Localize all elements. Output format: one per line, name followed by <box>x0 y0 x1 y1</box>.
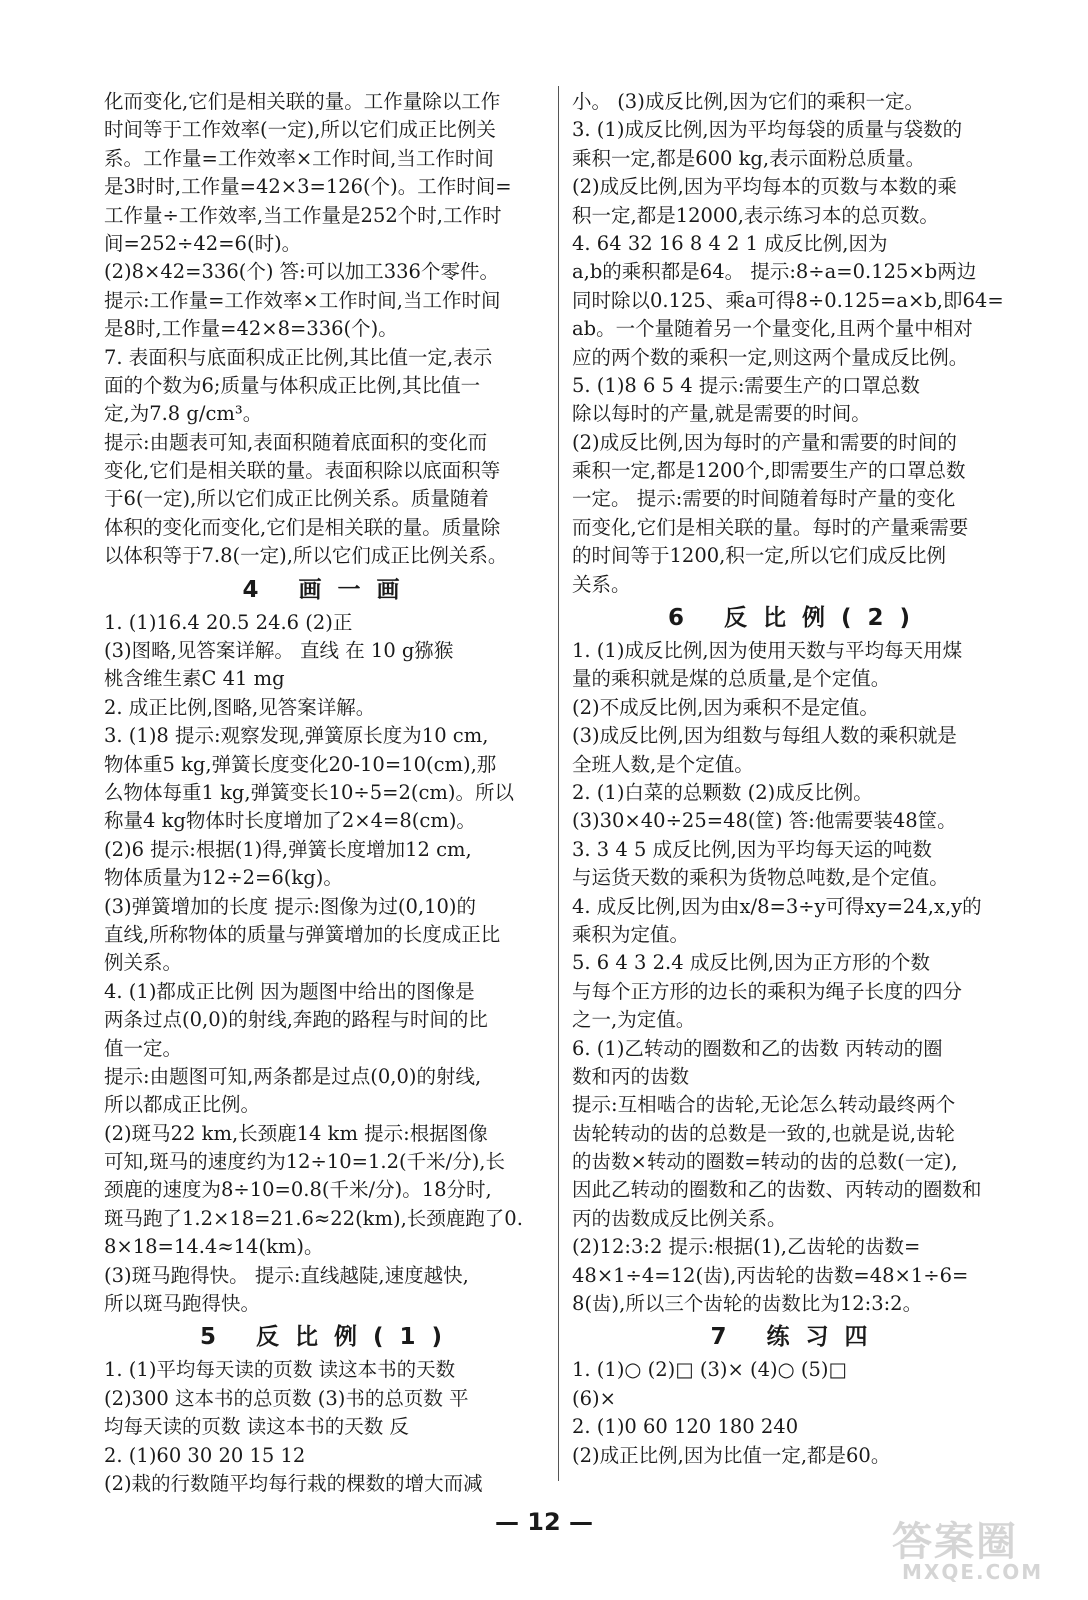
text-line: 积一定,都是12000,表示练习本的总页数。 <box>572 203 939 227</box>
text-line: 变化,它们是相关联的量。表面积除以底面积等 <box>104 459 501 483</box>
text-line: 化而变化,它们是相关联的量。工作量除以工作 <box>104 90 501 113</box>
text-line: 工作量÷工作效率,当工作量是252个时,工作时 <box>104 203 502 227</box>
text-line: 乘积一定,都是600 kg,表示面粉总质量。 <box>572 146 926 170</box>
text-line: 同时除以0.125、乘a可得8÷0.125=a×b,即64= <box>572 288 1004 312</box>
text-line: 颈鹿的速度为8÷10=0.8(千米/分)。18分时, <box>104 1178 492 1202</box>
text-line: 提示:互相啮合的齿轮,无论怎么转动最终两个 <box>572 1093 956 1117</box>
text-line: 是8时,工作量=42×8=336(个)。 <box>104 317 398 341</box>
left-block-b <box>104 609 554 1319</box>
section-heading-7: 7 练习四 <box>710 1324 884 1351</box>
text-line: 丙的齿数成反比例关系。 <box>572 1206 787 1230</box>
text-line: 间=252÷42=6(时)。 <box>104 231 302 255</box>
left-block-c <box>104 1356 554 1498</box>
text-line: (2)8×42=336(个) 答:可以加工336个零件。 <box>104 260 499 284</box>
right-column <box>572 88 1022 1470</box>
text-line: 4. 成反比例,因为由x/8=3÷y可得xy=24,x,y的 <box>572 894 982 918</box>
left-column <box>104 88 554 1498</box>
text-line: (3)弹簧增加的长度 提示:图像为过(0,10)的 <box>104 894 477 918</box>
text-line: 物体质量为12÷2=6(kg)。 <box>104 866 343 890</box>
text-line: (2)栽的行数随平均每行栽的棵数的增大而减 <box>104 1471 483 1495</box>
text-line: 均每天读的页数 读这本书的天数 反 <box>104 1415 409 1439</box>
text-line: (3)30×40÷25=48(筐) 答:他需要装48筐。 <box>572 809 957 833</box>
page-number: — 12 — <box>494 1508 594 1536</box>
text-line: 小。 (3)成反比例,因为它们的乘积一定。 <box>572 90 925 113</box>
text-line: 值一定。 <box>104 1036 183 1060</box>
text-line: 之一,为定值。 <box>572 1008 696 1032</box>
text-line: 斑马跑了1.2×18=21.6≈22(km),长颈鹿跑了0. <box>104 1206 523 1230</box>
text-line: (2)成反比例,因为平均每本的页数与本数的乘 <box>572 175 957 199</box>
text-line: 8×18=14.4≈14(km)。 <box>104 1235 324 1259</box>
text-line: ab。一个量随着另一个量变化,且两个量中相对 <box>572 317 973 341</box>
text-line: (6)× <box>572 1386 616 1410</box>
text-line: (3)成反比例,因为组数与每组人数的乘积就是 <box>572 724 957 748</box>
watermark-logo <box>882 1506 1072 1586</box>
right-block-b <box>572 637 1022 1318</box>
text-line: 乘积为定值。 <box>572 922 690 946</box>
text-line: 除以每时的产量,就是需要的时间。 <box>572 402 871 426</box>
text-line: 5. 6 4 3 2.4 成反比例,因为正方形的个数 <box>572 951 931 975</box>
text-line: (2)斑马22 km,长颈鹿14 km 提示:根据图像 <box>104 1121 488 1145</box>
section-heading-5: 5 反比例(1) <box>199 1324 459 1351</box>
text-line: (3)斑马跑得快。 提示:直线越陡,速度越快, <box>104 1263 469 1287</box>
text-line: 1. (1)成反比例,因为使用天数与平均每天用煤 <box>572 639 963 663</box>
watermark-url: MXQE.COM <box>902 1560 1044 1584</box>
text-line: 体积的变化而变化,它们是相关联的量。质量除 <box>104 515 501 539</box>
text-line: 关系。 <box>572 572 631 596</box>
text-line: 1. (1)平均每天读的页数 读这本书的天数 <box>104 1358 456 1382</box>
section-heading-4: 4 画一画 <box>242 576 416 603</box>
text-line: 3. (1)8 提示:观察发现,弹簧原长度为10 cm, <box>104 724 489 748</box>
text-line: 1. (1)○ (2)□ (3)× (4)○ (5)□ <box>572 1358 847 1382</box>
text-line: 齿轮转动的齿的总数是一致的,也就是说,齿轮 <box>572 1121 955 1145</box>
text-line: 一定。 提示:需要的时间随着每时产量的变化 <box>572 487 956 511</box>
text-line: 与每个正方形的边长的乘积为绳子长度的四分 <box>572 979 963 1003</box>
text-line: 而变化,它们是相关联的量。每时的产量乘需要 <box>572 515 969 539</box>
text-line: 量的乘积就是煤的总质量,是个定值。 <box>572 667 891 691</box>
text-line: 2. (1)0 60 120 180 240 <box>572 1415 799 1439</box>
text-line: 5. (1)8 6 5 4 提示:需要生产的口罩总数 <box>572 373 920 397</box>
text-line: 称量4 kg物体时长度增加了2×4=8(cm)。 <box>104 809 476 833</box>
text-line: 时间等于工作效率(一定),所以它们成正比例关 <box>104 118 496 142</box>
text-line: 应的两个数的乘积一定,则这两个量成反比例。 <box>572 345 969 369</box>
text-line: 的时间等于1200,积一定,所以它们成反比例 <box>572 544 947 568</box>
text-line: 物体重5 kg,弹簧长度变化20-10=10(cm),那 <box>104 752 497 776</box>
text-line: 数和丙的齿数 <box>572 1064 690 1088</box>
text-line: 2. (1)白菜的总颗数 (2)成反比例。 <box>572 780 873 804</box>
text-line: 桃含维生素C 41 mg <box>104 667 285 691</box>
text-line: 所以斑马跑得快。 <box>104 1292 261 1316</box>
text-line: (2)不成反比例,因为乘积不是定值。 <box>572 695 879 719</box>
text-line: 4. 64 32 16 8 4 2 1 成反比例,因为 <box>572 231 888 255</box>
text-line: 2. (1)60 30 20 15 12 <box>104 1443 306 1467</box>
text-line: 所以都成正比例。 <box>104 1093 261 1117</box>
text-line: a,b的乘积都是64。 提示:8÷a=0.125×b两边 <box>572 260 977 284</box>
text-line: 提示:由题图可知,两条都是过点(0,0)的射线, <box>104 1064 482 1088</box>
right-block-c <box>572 1356 1022 1470</box>
text-line: 乘积一定,都是1200个,即需要生产的口罩总数 <box>572 459 966 483</box>
text-line: 面的个数为6;质量与体积成正比例,其比值一 <box>104 373 481 397</box>
text-line: 提示:由题表可知,表面积随着底面积的变化而 <box>104 430 488 454</box>
text-line: 以体积等于7.8(一定),所以它们成正比例关系。 <box>104 544 508 568</box>
text-line: 定,为7.8 g/cm³。 <box>104 402 263 426</box>
text-line: 1. (1)16.4 20.5 24.6 (2)正 <box>104 610 353 634</box>
text-line: 可知,斑马的速度约为12÷10=1.2(千米/分),长 <box>104 1150 505 1174</box>
right-block-a <box>572 88 1022 599</box>
text-line: 4. (1)都成正比例 因为题图中给出的图像是 <box>104 979 475 1003</box>
text-line: 2. 成正比例,图略,见答案详解。 <box>104 695 376 719</box>
text-line: (2)6 提示:根据(1)得,弹簧长度增加12 cm, <box>104 837 472 861</box>
text-line: 与运货天数的乘积为货物总吨数,是个定值。 <box>572 866 949 890</box>
text-line: 48×1÷4=12(齿),丙齿轮的齿数=48×1÷6= <box>572 1263 969 1287</box>
text-line: 两条过点(0,0)的射线,奔跑的路程与时间的比 <box>104 1008 488 1032</box>
text-line: 是3时时,工作量=42×3=126(个)。工作时间= <box>104 175 512 199</box>
text-line: (3)图略,见答案详解。 直线 在 10 g猕猴 <box>104 639 454 663</box>
text-line: 直线,所称物体的质量与弹簧增加的长度成正比 <box>104 922 501 946</box>
column-divider <box>558 86 559 1481</box>
watermark-text: 答案圈 <box>892 1519 1018 1565</box>
text-line: 3. (1)成反比例,因为平均每袋的质量与袋数的 <box>572 118 963 142</box>
text-line: 8(齿),所以三个齿轮的齿数比为12:3:2。 <box>572 1292 923 1316</box>
section-heading-6: 6 反比例(2) <box>667 605 927 632</box>
text-line: (2)300 这本书的总页数 (3)书的总页数 平 <box>104 1386 469 1410</box>
text-line: (2)12:3:2 提示:根据(1),乙齿轮的齿数= <box>572 1235 921 1259</box>
text-line: 因此乙转动的圈数和乙的齿数、丙转动的圈数和 <box>572 1178 982 1202</box>
text-line: 7. 表面积与底面积成正比例,其比值一定,表示 <box>104 345 493 369</box>
text-line: 于6(一定),所以它们成正比例关系。质量随着 <box>104 487 489 511</box>
text-line: 提示:工作量=工作效率×工作时间,当工作时间 <box>104 288 501 312</box>
text-line: 3. 3 4 5 成反比例,因为平均每天运的吨数 <box>572 837 932 861</box>
text-line: 6. (1)乙转动的圈数和乙的齿数 丙转动的圈 <box>572 1036 943 1060</box>
text-line: (2)成正比例,因为比值一定,都是60。 <box>572 1443 891 1467</box>
left-block-a <box>104 88 554 571</box>
text-line: 例关系。 <box>104 951 183 975</box>
text-line: 系。工作量=工作效率×工作时间,当工作时间 <box>104 146 494 170</box>
text-line: 么物体每重1 kg,弹簧变长10÷5=2(cm)。所以 <box>104 780 515 804</box>
text-line: 全班人数,是个定值。 <box>572 752 754 776</box>
text-line: (2)成反比例,因为每时的产量和需要的时间的 <box>572 430 957 454</box>
text-line: 的齿数×转动的圈数=转动的齿的总数(一定), <box>572 1150 958 1174</box>
